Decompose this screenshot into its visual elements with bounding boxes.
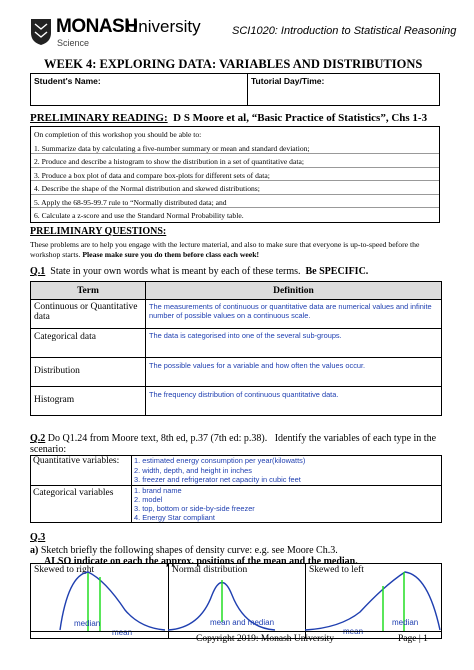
q1-prompt: Q.1 State in your own words what is meant by each of these terms. Be SPECIFIC. — [30, 266, 369, 277]
tutorial-cell[interactable]: Tutorial Day/Time: — [248, 74, 440, 106]
questions-intro: These problems are to help you engage with the lecture material, and also to make sure that everyone is up-to-speed before the workshop starts. Please make sure you do them before class each week! — [30, 240, 420, 259]
objective-item: 4. Describe the shape of the Normal distribution and skewed distributions; — [34, 184, 260, 194]
shield-icon — [30, 18, 52, 46]
q1-term: Categorical data — [31, 329, 146, 358]
objective-item: 2. Produce and describe a histogram to show the distribution in a set of quantitative data; — [34, 157, 304, 167]
q1-term: Continuous or Quantitative data — [31, 300, 146, 329]
q1-term: Distribution — [31, 358, 146, 387]
q2-item: 1. estimated energy consumption per year(kilowatts) — [134, 456, 306, 465]
col-skew-right: Skewed to right — [34, 565, 95, 575]
objective-item: 5. Apply the 68-95-99.7 rule to “Normally distributed data; and — [34, 197, 227, 207]
q1-definition[interactable]: The measurements of continuous or quantitative data are numerical values and infinite number of possible values on a continuous scale. — [146, 300, 442, 329]
footer-rule — [30, 631, 442, 632]
logo-word: MONASH — [56, 16, 138, 37]
col-normal: Normal distribution — [172, 565, 248, 575]
q2-item: 3. top, bottom or side-by-side freezer — [134, 504, 255, 513]
q2-item: 3. freezer and refrigerator net capacity in cubic feet — [134, 475, 301, 484]
q2-table — [30, 455, 442, 523]
mean-label-1: mean — [112, 628, 133, 637]
objective-item: 3. Produce a box plot of data and compare box-plots for different sets of data; — [34, 170, 270, 180]
q1-definition[interactable]: The data is categorised into one of the several sub-groups. — [146, 329, 442, 358]
q2-label: Categorical variables — [31, 486, 132, 523]
objectives-intro: On completion of this workshop you should be able to: — [34, 130, 202, 139]
logo-sub: Science — [57, 38, 90, 48]
q2-answer[interactable] — [132, 456, 442, 486]
median-label-3: median — [392, 618, 419, 627]
q3-line2: ALSO indicate on each the approx. positions of the mean and the median. — [44, 556, 358, 567]
q1-col-def: Definition — [146, 282, 442, 300]
q1-definition[interactable]: The possible values for a variable and how often the values occur. — [146, 358, 442, 387]
objective-item: 1. Summarize data by calculating a five-number summary or mean and standard deviation; — [34, 144, 310, 153]
median-label-1: median — [74, 619, 101, 628]
q2-answer[interactable] — [132, 486, 442, 523]
logo-university: University — [126, 17, 201, 36]
page-title: WEEK 4: EXPLORING DATA: VARIABLES AND DISTRIBUTIONS — [44, 57, 423, 71]
q2-label: Quantitative variables: — [31, 456, 132, 486]
q1-term: Histogram — [31, 387, 146, 416]
q1-definition[interactable]: The frequency distribution of continuous quantitative data. — [146, 387, 442, 416]
copyright: Copyright 2019: Monash University — [196, 634, 335, 644]
col-skew-left: Skewed to left — [309, 565, 364, 575]
questions-heading: PRELIMINARY QUESTIONS: — [30, 226, 167, 237]
page-number: Page | 1 — [398, 634, 428, 644]
q1-col-term: Term — [31, 282, 146, 300]
monash-logo — [30, 16, 201, 50]
q1-table — [30, 281, 442, 416]
mean-label-3: mean — [343, 627, 364, 636]
reading-line: PRELIMINARY READING: D S Moore et al, “Basic Practice of Statistics”, Chs 1-3 — [30, 112, 428, 124]
q3-number: Q.3 — [30, 532, 46, 543]
q2-item: 4. Energy Star compliant — [134, 513, 215, 522]
objective-item: 6. Calculate a z-score and use the Standard Normal Probability table. — [34, 211, 244, 220]
course-title: SCI1020: Introduction to Statistical Reasoning — [232, 25, 457, 37]
student-info-table — [30, 73, 440, 106]
q2-item: 2. model — [134, 495, 163, 504]
objectives-box — [30, 126, 440, 223]
mean-median-label: mean and median — [210, 618, 275, 627]
q2-prompt: Q.2 Do Q1.24 from Moore text, 8th ed, p.37 (7th ed: p.38). Identify the variables of each type in the scenario: — [30, 433, 437, 455]
student-name-cell[interactable]: Student's Name: — [31, 74, 248, 106]
q2-item: 2. width, depth, and height in inches — [134, 465, 252, 475]
q2-item: 1. brand name — [134, 486, 182, 495]
q3-line1: a) Sketch briefly the following shapes of density curve: e.g. see Moore Ch.3. — [30, 545, 338, 556]
